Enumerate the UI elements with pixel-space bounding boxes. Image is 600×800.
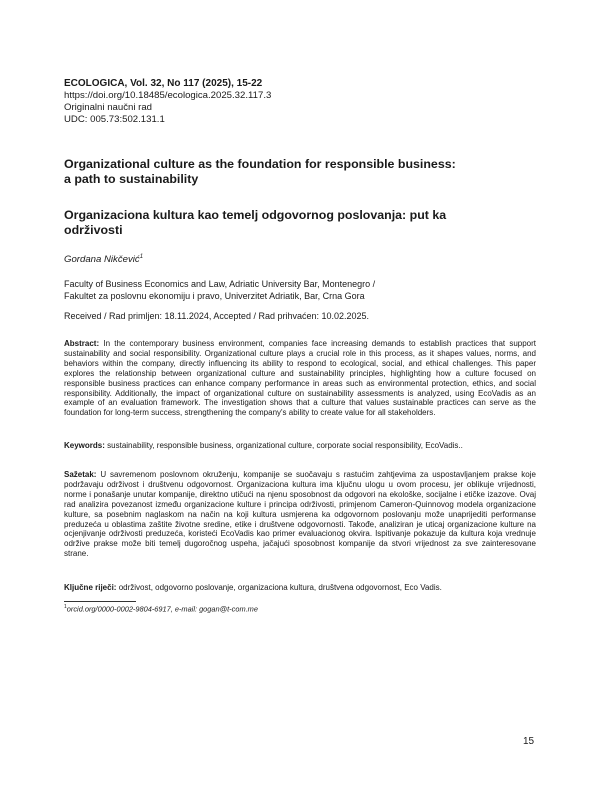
page-number: 15: [523, 736, 535, 747]
abstract-label: Abstract:: [64, 339, 100, 348]
abstract-text: In the contemporary business environment, companies face increasing demands to establish practices that support sustainability and social responsibility. Organizational culture plays a crucial role in this process, as it shapes values, norms, and behaviors within the company, directly influencing its ability to respond to ecological, social, and ethical challenges. This paper explores the relationship between organizational culture and sustainability principles, highlighting how a culture focused on responsible business practices can enhance company performance in areas such as environmental protection, ethics, and social responsibility. Additionally, the impact of organizational culture on sustainability assessments is analyzed, using EcoVadis as an example of an evaluation framework. The investigation shows that a culture that values sustainable practices can serve as the foundation for long-term success, strengthening the company's ability to create value for all stakeholders.: [64, 339, 536, 418]
title-english-line2: a path to sustainability: [64, 172, 199, 186]
submission-dates: Received / Rad primljen: 18.11.2024, Accepted / Rad prihvaćen: 10.02.2025.: [64, 311, 370, 321]
keywords: [64, 441, 544, 450]
footnote: [64, 604, 544, 613]
sazetak-label: Sažetak:: [64, 470, 97, 479]
sazetak-text: U savremenom poslovnom okruženju, kompanije se suočavaju s rastućim zahtjevima za uspostavljanjem prakse koje podržavaju održivost i društvenu odgovornost. Organizaciona kultura ima ključnu ulogu u ovom procesu, jer oblikuje vrijednosti, norme i ponašanje unutar kompanije, direktno utičući na njenu sposobnost da odgovori na ekološke, socijalne i etičke izazove. Ovaj rad analizira povezanost između organizacione kulture i principa održivosti, primjenom Cameron-Quinnovog modela organizacione kulture, sa posebnim naglaskom na način na koji kultura usmjerena ka odgovornom poslovanju može unaprijediti performanse preduzeća u oblastima zaštite životne sredine, etike i društvene odgovornosti. Takođe, analiziran je uticaj organizacione kulture na ocjenjivanje održivosti preduzeća, koristeći EcoVadis kao primer evaluacionog okvira. Ispitivanje pokazuje da kultura koja vrednuje održive prakse može biti temelj dugoročnog uspeha, jačajući sposobnost kompanije da stvori vrijednost za sve zainteresovane strane.: [64, 470, 536, 559]
title-english: [64, 157, 544, 187]
sazetak: [64, 470, 536, 559]
author: [64, 254, 143, 265]
journal-citation: ECOLOGICA, Vol. 32, No 117 (2025), 15-22: [64, 78, 263, 89]
footnote-divider: [64, 601, 136, 602]
title-serbian-line1: Organizaciona kultura kao temelj odgovornog poslovanja: put ka: [64, 208, 447, 222]
affiliation-line2: Fakultet za poslovnu ekonomiju i pravo, Univerzitet Adriatik, Bar, Crna Gora: [64, 290, 365, 301]
kljucne-label: Ključne riječi:: [64, 583, 117, 592]
author-footnote-marker: 1: [139, 254, 144, 260]
title-serbian: [64, 208, 544, 238]
title-english-line1: Organizational culture as the foundation for responsible business:: [64, 157, 456, 171]
journal-header: [64, 78, 544, 126]
affiliation: [64, 279, 544, 302]
abstract: [64, 339, 536, 418]
affiliation-line1: Faculty of Business Economics and Law, Adriatic University Bar, Montenegro /: [64, 279, 376, 289]
footnote-marker: 1: [64, 604, 67, 610]
keywords-text: sustainability, responsible business, organizational culture, corporate social responsibility, EcoVadis..: [107, 441, 463, 450]
doi-link[interactable]: https://doi.org/10.18485/ecologica.2025.32.117.3: [64, 90, 272, 101]
author-name: Gordana Nikčević: [64, 254, 140, 266]
kljucne-rijeci: [64, 583, 544, 592]
title-serbian-line2: održivosti: [64, 223, 123, 237]
keywords-label: Keywords:: [64, 441, 105, 450]
paper-type: Originalni naučni rad: [64, 102, 152, 113]
kljucne-text: održivost, odgovorno poslovanje, organizaciona kultura, društvena odgovornost, Eco Vadis.: [118, 583, 442, 592]
udc-code: UDC: 005.73:502.131.1: [64, 114, 165, 125]
footnote-text: orcid.org/0000-0002-9804-6917, e-mail: gogan@t-com.me: [66, 604, 258, 614]
